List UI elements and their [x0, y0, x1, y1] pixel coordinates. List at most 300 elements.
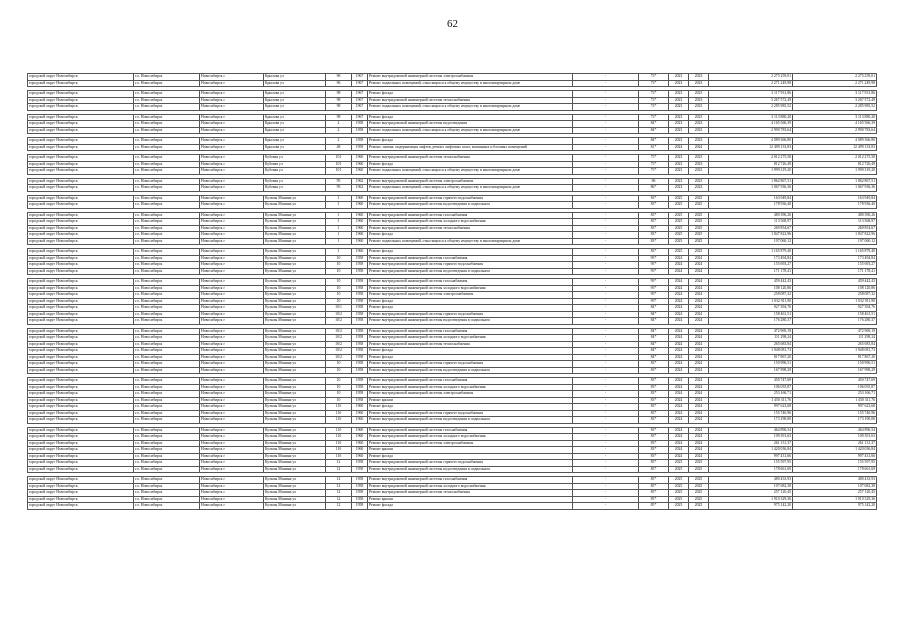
cell-house: 101 — [326, 155, 352, 162]
cell-note: - — [573, 490, 639, 497]
cell-plan-end: 2023 — [689, 114, 709, 121]
cell-plan-start: 2024 — [669, 397, 689, 404]
cell-total: 173 190,00 — [793, 417, 877, 424]
cell-municipality: городской округ Новосибирск — [28, 91, 134, 98]
cell-year: 1958 — [352, 292, 368, 299]
cell-locality: Новосибирск г — [200, 262, 264, 269]
cell-note: - — [573, 219, 639, 226]
cell-work-type: Ремонт подвальных помещений, относящихся к общему имуществу в многоквартирном доме — [368, 238, 573, 245]
cell-work-type: Ремонт внутридомовой инженерной системы теплоснабжения — [368, 155, 573, 162]
cell-municipality: городской округ Новосибирск — [28, 397, 134, 404]
cell-locality: Новосибирск г — [200, 168, 264, 175]
cell-plan-start: 2025 — [669, 219, 689, 226]
cell-locality: Новосибирск г — [200, 279, 264, 286]
cell-locality: Новосибирск г — [200, 285, 264, 292]
cell-plan-start: 2024 — [669, 311, 689, 318]
cell-year: 1960 — [352, 161, 368, 168]
cell-note: - — [573, 354, 639, 361]
cell-work-type: Ремонт внутридомовой инженерной системы газоснабжения — [368, 328, 573, 335]
cell-total: 113 568,97 — [793, 219, 877, 226]
cell-work-type: Ремонт внутридомовой инженерной системы холодного водоснабжения — [368, 384, 573, 391]
cell-total: 1 862 867,51 — [793, 178, 877, 185]
cell-total: 459 442,43 — [793, 279, 877, 286]
cell-note: - — [573, 391, 639, 398]
cell-street: Кузьмы Минина ул — [264, 378, 326, 385]
cell-municipality: городской округ Новосибирск — [28, 255, 134, 262]
cell-city-district: г.о. Новосибирск — [134, 447, 200, 454]
cell-year: 1958 — [352, 335, 368, 342]
cell-locality: Новосибирск г — [200, 503, 264, 510]
cell-note: - — [573, 262, 639, 269]
cell-street: Кубовая ул — [264, 178, 326, 185]
cell-wear: 84* — [639, 311, 669, 318]
cell-municipality: городской округ Новосибирск — [28, 466, 134, 473]
cell-year: 1958 — [352, 298, 368, 305]
cell-plan-end: 2024 — [689, 417, 709, 424]
cell-cost: 1 420 036,84 — [709, 447, 793, 454]
cell-locality: Новосибирск г — [200, 404, 264, 411]
cell-house: 10 — [326, 292, 352, 299]
cell-street: Крылова ул — [264, 121, 326, 128]
cell-note: - — [573, 503, 639, 510]
cell-total: 111 298,24 — [793, 335, 877, 342]
cell-year: 1958 — [352, 305, 368, 312]
cell-plan-end: 2024 — [689, 427, 709, 434]
cell-work-type: Ремонт внутридомовой инженерной системы газоснабжения — [368, 477, 573, 484]
cell-city-district: г.о. Новосибирск — [134, 434, 200, 441]
cell-street: Кузьмы Минина ул — [264, 238, 326, 245]
cell-cost: 1 910 329,36 — [709, 496, 793, 503]
cell-work-type: Ремонт фасада — [368, 161, 573, 168]
cell-wear: 95* — [639, 262, 669, 269]
cell-street: Кубовая ул — [264, 161, 326, 168]
cell-wear: 86 — [639, 178, 669, 185]
cell-locality: Новосибирск г — [200, 453, 264, 460]
cell-house: 96 — [326, 74, 352, 81]
cell-note: - — [573, 466, 639, 473]
cell-note: - — [573, 384, 639, 391]
cell-note: - — [573, 434, 639, 441]
cell-plan-end: 2023 — [689, 104, 709, 111]
cell-note: - — [573, 249, 639, 256]
cell-street: Кубовая ул — [264, 168, 326, 175]
cell-municipality: городской округ Новосибирск — [28, 348, 134, 355]
cell-note: - — [573, 202, 639, 209]
cell-locality: Новосибирск г — [200, 144, 264, 151]
cell-city-district: г.о. Новосибирск — [134, 238, 200, 245]
cell-locality: Новосибирск г — [200, 477, 264, 484]
cell-city-district: г.о. Новосибирск — [134, 161, 200, 168]
cell-work-type: Ремонт внутридомовой инженерной системы теплоснабжения — [368, 225, 573, 232]
cell-city-district: г.о. Новосибирск — [134, 74, 200, 81]
cell-year: 1967 — [352, 80, 368, 87]
cell-house: 10/2 — [326, 341, 352, 348]
cell-cost: 1 948 081,73 — [709, 348, 793, 355]
cell-street: Кузьмы Минина ул — [264, 410, 326, 417]
cell-year: 1958 — [352, 138, 368, 145]
cell-city-district: г.о. Новосибирск — [134, 318, 200, 325]
cell-work-type: Ремонт внутридомовой инженерной системы водоотведения в подвальном — [368, 466, 573, 473]
cell-locality: Новосибирск г — [200, 378, 264, 385]
cell-plan-start: 2024 — [669, 384, 689, 391]
cell-house: 12 — [326, 490, 352, 497]
cell-total: 158 461,51 — [793, 311, 877, 318]
cell-plan-end: 2023 — [689, 121, 709, 128]
cell-total: 197 060,12 — [793, 238, 877, 245]
cell-plan-end: 2024 — [689, 440, 709, 447]
cell-municipality: городской округ Новосибирск — [28, 496, 134, 503]
cell-wear: 83* — [639, 232, 669, 239]
cell-note: - — [573, 348, 639, 355]
cell-municipality: городской округ Новосибирск — [28, 178, 134, 185]
cell-plan-start: 2023 — [669, 97, 689, 104]
cell-wear: 83* — [639, 202, 669, 209]
cell-house: 95 — [326, 178, 352, 185]
cell-note: - — [573, 397, 639, 404]
cell-plan-end: 2025 — [689, 238, 709, 245]
cell-city-district: г.о. Новосибирск — [134, 335, 200, 342]
cell-plan-end: 2025 — [689, 219, 709, 226]
cell-house: 10 — [326, 397, 352, 404]
cell-municipality: городской округ Новосибирск — [28, 367, 134, 374]
cell-plan-end: 2024 — [689, 348, 709, 355]
cell-note: - — [573, 292, 639, 299]
cell-street: Кузьмы Минина ул — [264, 268, 326, 275]
cell-plan-start: 2024 — [669, 348, 689, 355]
cell-plan-start: 2025 — [669, 238, 689, 245]
cell-wear: 83* — [639, 219, 669, 226]
cell-street: Кузьмы Минина ул — [264, 279, 326, 286]
cell-year: 1958 — [352, 496, 368, 503]
cell-municipality: городской округ Новосибирск — [28, 292, 134, 299]
cell-wear: 84* — [639, 348, 669, 355]
cell-plan-end: 2023 — [689, 74, 709, 81]
cell-plan-end: 2025 — [689, 483, 709, 490]
cell-municipality: городской округ Новосибирск — [28, 114, 134, 121]
cell-year: 1958 — [352, 354, 368, 361]
cell-municipality: городской округ Новосибирск — [28, 262, 134, 269]
cell-year: 1967 — [352, 97, 368, 104]
cell-house: 11б — [326, 410, 352, 417]
cell-work-type: Ремонт, замена, модернизация лифтов, ремонт лифтовых шахт, машинных и блочных помещений — [368, 144, 573, 151]
cell-total: 173 494,84 — [793, 255, 877, 262]
cell-street: Кузьмы Минина ул — [264, 466, 326, 473]
cell-house: 10 — [326, 361, 352, 368]
cell-year: 1967 — [352, 74, 368, 81]
cell-note: - — [573, 138, 639, 145]
cell-total: 155 597,95 — [793, 460, 877, 467]
cell-house: 10 — [326, 255, 352, 262]
cell-plan-start: 2023 — [669, 138, 689, 145]
cell-note: - — [573, 305, 639, 312]
cell-total: 253 166,71 — [793, 391, 877, 398]
cell-plan-start: 2024 — [669, 292, 689, 299]
cell-year: 1958 — [352, 348, 368, 355]
cell-locality: Новосибирск г — [200, 391, 264, 398]
cell-street: Кузьмы Минина ул — [264, 298, 326, 305]
cell-municipality: городской округ Новосибирск — [28, 232, 134, 239]
cell-note: - — [573, 298, 639, 305]
cell-note: - — [573, 225, 639, 232]
cell-wear: 83* — [639, 434, 669, 441]
cell-municipality: городской округ Новосибирск — [28, 298, 134, 305]
cell-house: 10 — [326, 298, 352, 305]
cell-note: - — [573, 341, 639, 348]
cell-locality: Новосибирск г — [200, 292, 264, 299]
cell-total: 1 165 879,40 — [793, 249, 877, 256]
cell-locality: Новосибирск г — [200, 104, 264, 111]
cell-city-district: г.о. Новосибирск — [134, 440, 200, 447]
cell-street: Кузьмы Минина ул — [264, 397, 326, 404]
cell-note: - — [573, 232, 639, 239]
cell-plan-end: 2025 — [689, 225, 709, 232]
cell-street: Кузьмы Минина ул — [264, 417, 326, 424]
cell-municipality: городской округ Новосибирск — [28, 155, 134, 162]
cell-work-type: Ремонт внутридомовой инженерной системы холодного водоснабжения — [368, 285, 573, 292]
cell-work-type: Ремонт внутридомовой инженерной системы холодного водоснабжения — [368, 335, 573, 342]
cell-locality: Новосибирск г — [200, 268, 264, 275]
cell-street: Кузьмы Минина ул — [264, 292, 326, 299]
cell-total: 817 867,20 — [793, 354, 877, 361]
cell-locality: Новосибирск г — [200, 298, 264, 305]
cell-plan-end: 2023 — [689, 91, 709, 98]
cell-plan-end: 2024 — [689, 434, 709, 441]
cell-work-type: Ремонт внутридомовой инженерной системы теплоснабжения — [368, 490, 573, 497]
cell-plan-start: 2024 — [669, 391, 689, 398]
cell-plan-end: 2024 — [689, 318, 709, 325]
cell-total: 927 394,76 — [793, 305, 877, 312]
cell-municipality: городской округ Новосибирск — [28, 168, 134, 175]
cell-total: 167 998,29 — [793, 367, 877, 374]
cell-house: 1 — [326, 212, 352, 219]
cell-house: 10/2 — [326, 354, 352, 361]
cell-year: 1960 — [352, 453, 368, 460]
cell-work-type: Ремонт фасада — [368, 354, 573, 361]
cell-cost: 197 060,12 — [709, 238, 793, 245]
cell-total: 480 396,26 — [793, 212, 877, 219]
cell-note: - — [573, 285, 639, 292]
cell-total: 997 431,66 — [793, 453, 877, 460]
cell-plan-start: 2024 — [669, 453, 689, 460]
cell-municipality: городской округ Новосибирск — [28, 410, 134, 417]
cell-note: - — [573, 178, 639, 185]
cell-house: 98 — [326, 97, 352, 104]
cell-work-type: Ремонт внутридомовой инженерной системы электроснабжения — [368, 74, 573, 81]
cell-note: - — [573, 80, 639, 87]
cell-city-district: г.о. Новосибирск — [134, 202, 200, 209]
cell-work-type: Ремонт внутридомовой инженерной системы холодного водоснабжения — [368, 219, 573, 226]
cell-total: 163 949,84 — [793, 195, 877, 202]
cell-work-type: Ремонт фасада — [368, 91, 573, 98]
cell-house: 10/1 — [326, 305, 352, 312]
cell-street: Кубовая ул — [264, 185, 326, 192]
cell-city-district: г.о. Новосибирск — [134, 121, 200, 128]
cell-year: 1958 — [352, 490, 368, 497]
cell-locality: Новосибирск г — [200, 348, 264, 355]
cell-cost: 107 682,38 — [709, 483, 793, 490]
cell-wear: 83* — [639, 225, 669, 232]
cell-locality: Новосибирск г — [200, 238, 264, 245]
cell-house: 1 — [326, 195, 352, 202]
cell-total: 107 682,38 — [793, 483, 877, 490]
cell-work-type: Ремонт внутридомовой инженерной системы горячего водоснабжения — [368, 262, 573, 269]
cell-city-district: г.о. Новосибирск — [134, 91, 200, 98]
cell-work-type: Ремонт подвальных помещений, относящихся к общему имуществу в многоквартирном доме — [368, 80, 573, 87]
cell-house: 2 — [326, 138, 352, 145]
cell-note: - — [573, 114, 639, 121]
cell-plan-end: 2025 — [689, 496, 709, 503]
cell-note: - — [573, 328, 639, 335]
cell-wear: 83* — [639, 238, 669, 245]
cell-note: - — [573, 268, 639, 275]
cell-cost: 3 113 880,20 — [709, 114, 793, 121]
cell-wear: 95* — [639, 268, 669, 275]
cell-note: - — [573, 279, 639, 286]
cell-municipality: городской округ Новосибирск — [28, 477, 134, 484]
cell-house: 101 — [326, 168, 352, 175]
cell-cost: 111 298,24 — [709, 335, 793, 342]
cell-locality: Новосибирск г — [200, 138, 264, 145]
cell-total: 2 990 783,64 — [793, 127, 877, 134]
cell-total: 464 896,54 — [793, 427, 877, 434]
cell-note: - — [573, 195, 639, 202]
cell-city-district: г.о. Новосибирск — [134, 232, 200, 239]
cell-cost: 997 623,68 — [709, 404, 793, 411]
cell-wear: 73* — [639, 114, 669, 121]
cell-municipality: городской округ Новосибирск — [28, 490, 134, 497]
cell-year: 1958 — [352, 483, 368, 490]
page-number: 62 — [447, 18, 458, 30]
cell-work-type: Ремонт крыши — [368, 397, 573, 404]
cell-plan-start: 2024 — [669, 298, 689, 305]
cell-city-district: г.о. Новосибирск — [134, 466, 200, 473]
cell-city-district: г.о. Новосибирск — [134, 410, 200, 417]
cell-street: Кузьмы Минина ул — [264, 483, 326, 490]
cell-plan-start: 2023 — [669, 121, 689, 128]
cell-house: 1 — [326, 238, 352, 245]
cell-work-type: Ремонт внутридомовой инженерной системы теплоснабжения — [368, 341, 573, 348]
cell-year: 1958 — [352, 285, 368, 292]
cell-total: 155 740,96 — [793, 410, 877, 417]
cell-cost: 3 267 572,49 — [709, 97, 793, 104]
cell-plan-end: 2024 — [689, 361, 709, 368]
cell-note: - — [573, 91, 639, 98]
cell-note: - — [573, 238, 639, 245]
cell-total: 2 275 259,01 — [793, 74, 877, 81]
cell-city-district: г.о. Новосибирск — [134, 404, 200, 411]
cell-work-type: Ремонт подвальных помещений, относящихся к общему имуществу в многоквартирном доме — [368, 127, 573, 134]
cell-year: 1958 — [352, 311, 368, 318]
cell-work-type: Ремонт внутридомовой инженерной системы газоснабжения — [368, 255, 573, 262]
cell-municipality: городской округ Новосибирск — [28, 318, 134, 325]
cell-street: Крылова ул — [264, 80, 326, 87]
cell-plan-start: 2024 — [669, 378, 689, 385]
cell-year: 1958 — [352, 460, 368, 467]
cell-cost: 269 854,67 — [709, 225, 793, 232]
cell-street: Кузьмы Минина ул — [264, 361, 326, 368]
cell-street: Кузьмы Минина ул — [264, 255, 326, 262]
cell-work-type: Ремонт фасада — [368, 138, 573, 145]
cell-plan-start: 2023 — [669, 161, 689, 168]
cell-street: Кузьмы Минина ул — [264, 434, 326, 441]
cell-plan-end: 2024 — [689, 410, 709, 417]
cell-house: 10 — [326, 285, 352, 292]
cell-plan-start: 2023 — [669, 91, 689, 98]
cell-plan-end: 2024 — [689, 404, 709, 411]
cell-city-district: г.о. Новосибирск — [134, 354, 200, 361]
cell-house: 12 — [326, 466, 352, 473]
cell-house: 10 — [326, 391, 352, 398]
cell-plan-start: 2024 — [669, 279, 689, 286]
cell-cost: 812 726,49 — [709, 161, 793, 168]
cell-plan-end: 2024 — [689, 305, 709, 312]
cell-cost: 163 949,84 — [709, 195, 793, 202]
cell-locality: Новосибирск г — [200, 367, 264, 374]
cell-house: 11б — [326, 417, 352, 424]
cell-city-district: г.о. Новосибирск — [134, 104, 200, 111]
cell-year: 1960 — [352, 212, 368, 219]
cell-year: 1958 — [352, 279, 368, 286]
cell-plan-start: 2025 — [669, 202, 689, 209]
cell-city-district: г.о. Новосибирск — [134, 249, 200, 256]
cell-city-district: г.о. Новосибирск — [134, 279, 200, 286]
cell-plan-end: 2024 — [689, 447, 709, 454]
cell-city-district: г.о. Новосибирск — [134, 384, 200, 391]
cell-house: 10/2 — [326, 328, 352, 335]
cell-plan-start: 2024 — [669, 341, 689, 348]
cell-total: 1 032 911,90 — [793, 298, 877, 305]
cell-year: 1958 — [352, 318, 368, 325]
cell-house: 11б — [326, 427, 352, 434]
cell-house: 96 — [326, 80, 352, 87]
cell-plan-end: 2025 — [689, 212, 709, 219]
cell-municipality: городской округ Новосибирск — [28, 185, 134, 192]
cell-municipality: городской округ Новосибирск — [28, 238, 134, 245]
cell-plan-start: 2025 — [669, 503, 689, 510]
cell-cost: 178 936,40 — [709, 202, 793, 209]
cell-year: 1960 — [352, 447, 368, 454]
cell-work-type: Ремонт подвальных помещений, относящихся к общему имуществу в многоквартирном доме — [368, 168, 573, 175]
cell-work-type: Ремонт внутридомовой инженерной системы холодного водоснабжения — [368, 434, 573, 441]
cell-wear: 84* — [639, 328, 669, 335]
cell-municipality: городской округ Новосибирск — [28, 127, 134, 134]
cell-plan-end: 2025 — [689, 477, 709, 484]
cell-plan-start: 2025 — [669, 195, 689, 202]
cell-year: 1958 — [352, 361, 368, 368]
cell-work-type: Ремонт внутридомовой инженерной системы горячего водоснабжения — [368, 460, 573, 467]
cell-work-type: Ремонт фасада — [368, 305, 573, 312]
cell-house: 12 — [326, 483, 352, 490]
cell-work-type: Ремонт крыши — [368, 447, 573, 454]
cell-house: 12 — [326, 503, 352, 510]
cell-wear: 75* — [639, 161, 669, 168]
cell-house: 2 — [326, 127, 352, 134]
cell-note: - — [573, 378, 639, 385]
cell-locality: Новосибирск г — [200, 74, 264, 81]
cell-city-district: г.о. Новосибирск — [134, 127, 200, 134]
cell-plan-start: 2023 — [669, 185, 689, 192]
cell-locality: Новосибирск г — [200, 161, 264, 168]
cell-wear: 83* — [639, 195, 669, 202]
cell-street: Кузьмы Минина ул — [264, 503, 326, 510]
cell-city-district: г.о. Новосибирск — [134, 361, 200, 368]
cell-street: Кузьмы Минина ул — [264, 490, 326, 497]
cell-street: Кузьмы Минина ул — [264, 232, 326, 239]
cell-plan-end: 2025 — [689, 460, 709, 467]
cell-city-district: г.о. Новосибирск — [134, 348, 200, 355]
cell-plan-end: 2024 — [689, 262, 709, 269]
cell-municipality: городской округ Новосибирск — [28, 225, 134, 232]
